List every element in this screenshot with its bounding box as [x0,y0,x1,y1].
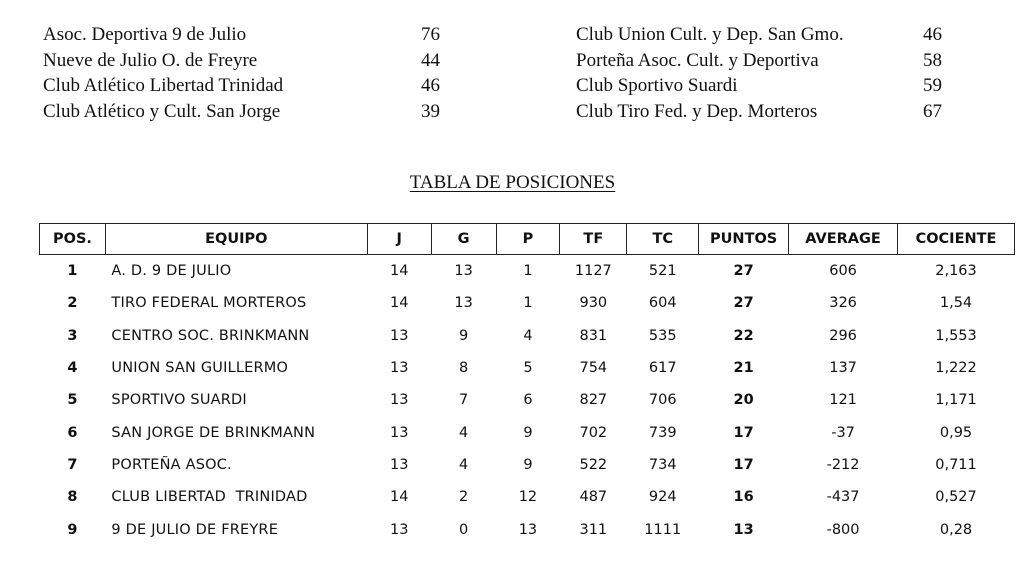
cell-tc: 617 [648,360,677,377]
cell-g: 0 [458,521,469,538]
cell-tc: 521 [648,263,677,280]
header-j: J [367,224,431,255]
cell-pos: 6 [67,424,78,441]
cell-puntos: 16 [733,489,754,506]
cell-equipo: CLUB LIBERTAD TRINIDAD [111,489,308,506]
cell-equipo: CENTRO SOC. BRINKMANN [111,327,310,344]
cell-equipo: A. D. 9 DE JULIO [111,263,232,280]
cell-cociente: 0,95 [939,424,973,441]
cell-puntos: 22 [733,327,754,344]
cell-pos: 4 [67,360,78,377]
header-equipo: EQUIPO [105,224,367,255]
result-row [576,22,963,48]
result-row [576,48,963,74]
cell-pos: 7 [67,456,78,473]
result-club: Club Atlético y Cult. San Jorge [43,100,281,122]
cell-j: 14 [389,489,409,506]
cell-p: 9 [523,456,533,473]
result-row [43,73,461,99]
result-score: 46 [421,75,440,96]
result-club: Club Tiro Fed. y Dep. Morteros [576,100,818,122]
cell-tf: 930 [579,295,608,312]
cell-puntos: 27 [733,263,754,280]
cell-j: 14 [389,295,409,312]
cell-puntos: 20 [733,392,754,409]
cell-tc: 739 [648,424,677,441]
cell-cociente: 0,527 [935,489,977,506]
result-row [43,48,461,74]
cell-j: 13 [389,456,409,473]
cell-equipo: UNION SAN GUILLERMO [111,360,289,377]
cell-g: 8 [458,360,469,377]
cell-average: -37 [831,424,855,441]
header-tf: TF [560,224,627,255]
cell-equipo: SAN JORGE DE BRINKMANN [111,424,316,441]
cell-puntos: 13 [733,521,754,538]
cell-g: 13 [454,295,473,312]
header-average: AVERAGE [789,224,898,255]
header-p: P [496,224,560,255]
result-club: Club Union Cult. y Dep. San Gmo. [576,24,844,45]
cell-puntos: 21 [733,360,754,377]
result-score: 39 [421,100,440,122]
cell-j: 13 [389,521,409,538]
cell-average: 296 [829,327,857,344]
cell-pos: 8 [67,489,78,506]
cell-tf: 754 [579,360,608,377]
cell-tc: 924 [648,489,677,506]
cell-average: 326 [829,295,857,312]
result-club: Nueve de Julio O. de Freyre [43,49,258,71]
cell-cociente: 0,28 [939,521,973,538]
table-row [40,255,1015,288]
cell-tf: 827 [579,392,608,409]
result-row [576,99,963,125]
cell-tc: 604 [648,295,677,312]
cell-cociente: 1,54 [939,295,973,312]
result-club: Asoc. Deportiva 9 de Julio [43,24,247,45]
cell-pos: 1 [67,263,78,280]
cell-p: 4 [523,327,533,344]
cell-tf: 487 [579,489,608,506]
cell-tc: 706 [648,392,677,409]
cell-average: 606 [829,263,857,280]
table-row [40,384,1015,416]
cell-g: 4 [458,424,469,441]
result-club: Porteña Asoc. Cult. y Deportiva [576,49,819,71]
result-club: Club Atlético Libertad Trinidad [43,75,284,96]
cell-p: 5 [523,360,533,377]
standings-table [39,223,1015,546]
cell-j: 13 [389,327,409,344]
standings-title: TABLA DE POSICIONES [409,172,616,193]
cell-p: 13 [518,521,538,538]
cell-average: 121 [829,392,857,409]
cell-g: 9 [458,327,469,344]
cell-cociente: 0,711 [935,456,977,473]
table-row [40,287,1015,319]
cell-g: 4 [458,456,469,473]
cell-cociente: 1,553 [935,327,977,344]
result-row [576,73,963,99]
cell-equipo: 9 DE JULIO DE FREYRE [111,521,279,538]
cell-equipo: TIRO FEDERAL MORTEROS [111,295,307,312]
cell-pos: 3 [67,327,78,344]
header-tc: TC [627,224,699,255]
cell-pos: 2 [67,295,78,312]
table-header-row [40,224,1015,255]
cell-pos: 5 [67,392,78,409]
cell-average: -800 [826,521,860,538]
cell-j: 13 [389,360,409,377]
cell-tf: 702 [579,424,608,441]
header-pos: POS. [40,224,106,255]
cell-average: -437 [826,489,860,506]
result-score: 44 [421,49,440,71]
cell-g: 13 [454,263,473,280]
result-score: 46 [923,24,942,45]
cell-puntos: 27 [733,295,754,312]
cell-p: 1 [523,263,533,280]
table-row [40,352,1015,384]
results-left-column [43,22,461,124]
header-g: G [431,224,496,255]
cell-tf: 831 [579,327,608,344]
cell-pos: 9 [67,521,78,538]
result-row [43,22,461,48]
cell-equipo: PORTEÑA ASOC. [111,456,232,473]
cell-p: 9 [523,424,533,441]
cell-tf: 522 [579,456,608,473]
cell-p: 1 [523,295,533,312]
cell-tc: 734 [648,456,677,473]
cell-tc: 535 [648,327,677,344]
cell-cociente: 2,163 [935,263,977,280]
table-row [40,449,1015,481]
table-row [40,320,1015,352]
cell-puntos: 17 [733,424,754,441]
cell-average: -212 [826,456,860,473]
header-cociente: COCIENTE [898,224,1015,255]
cell-j: 13 [389,424,409,441]
cell-equipo: SPORTIVO SUARDI [111,392,247,409]
cell-tc: 1111 [644,521,682,538]
header-puntos: PUNTOS [699,224,789,255]
table-row [40,481,1015,513]
cell-tf: 1127 [574,263,612,280]
cell-cociente: 1,171 [935,392,977,409]
cell-p: 12 [518,489,538,506]
cell-j: 14 [389,263,409,280]
cell-tf: 311 [579,521,608,538]
cell-cociente: 1,222 [935,360,977,377]
cell-average: 137 [829,360,857,377]
cell-g: 7 [458,392,469,409]
result-row [43,99,461,125]
result-score: 59 [923,75,942,96]
table-row [40,513,1015,545]
results-right-column [576,22,963,124]
result-score: 67 [923,100,942,122]
result-score: 76 [421,24,440,45]
result-club: Club Sportivo Suardi [576,75,738,96]
cell-j: 13 [389,392,409,409]
result-score: 58 [923,49,942,71]
cell-g: 2 [458,489,469,506]
cell-puntos: 17 [733,456,754,473]
cell-p: 6 [523,392,533,409]
table-row [40,416,1015,448]
